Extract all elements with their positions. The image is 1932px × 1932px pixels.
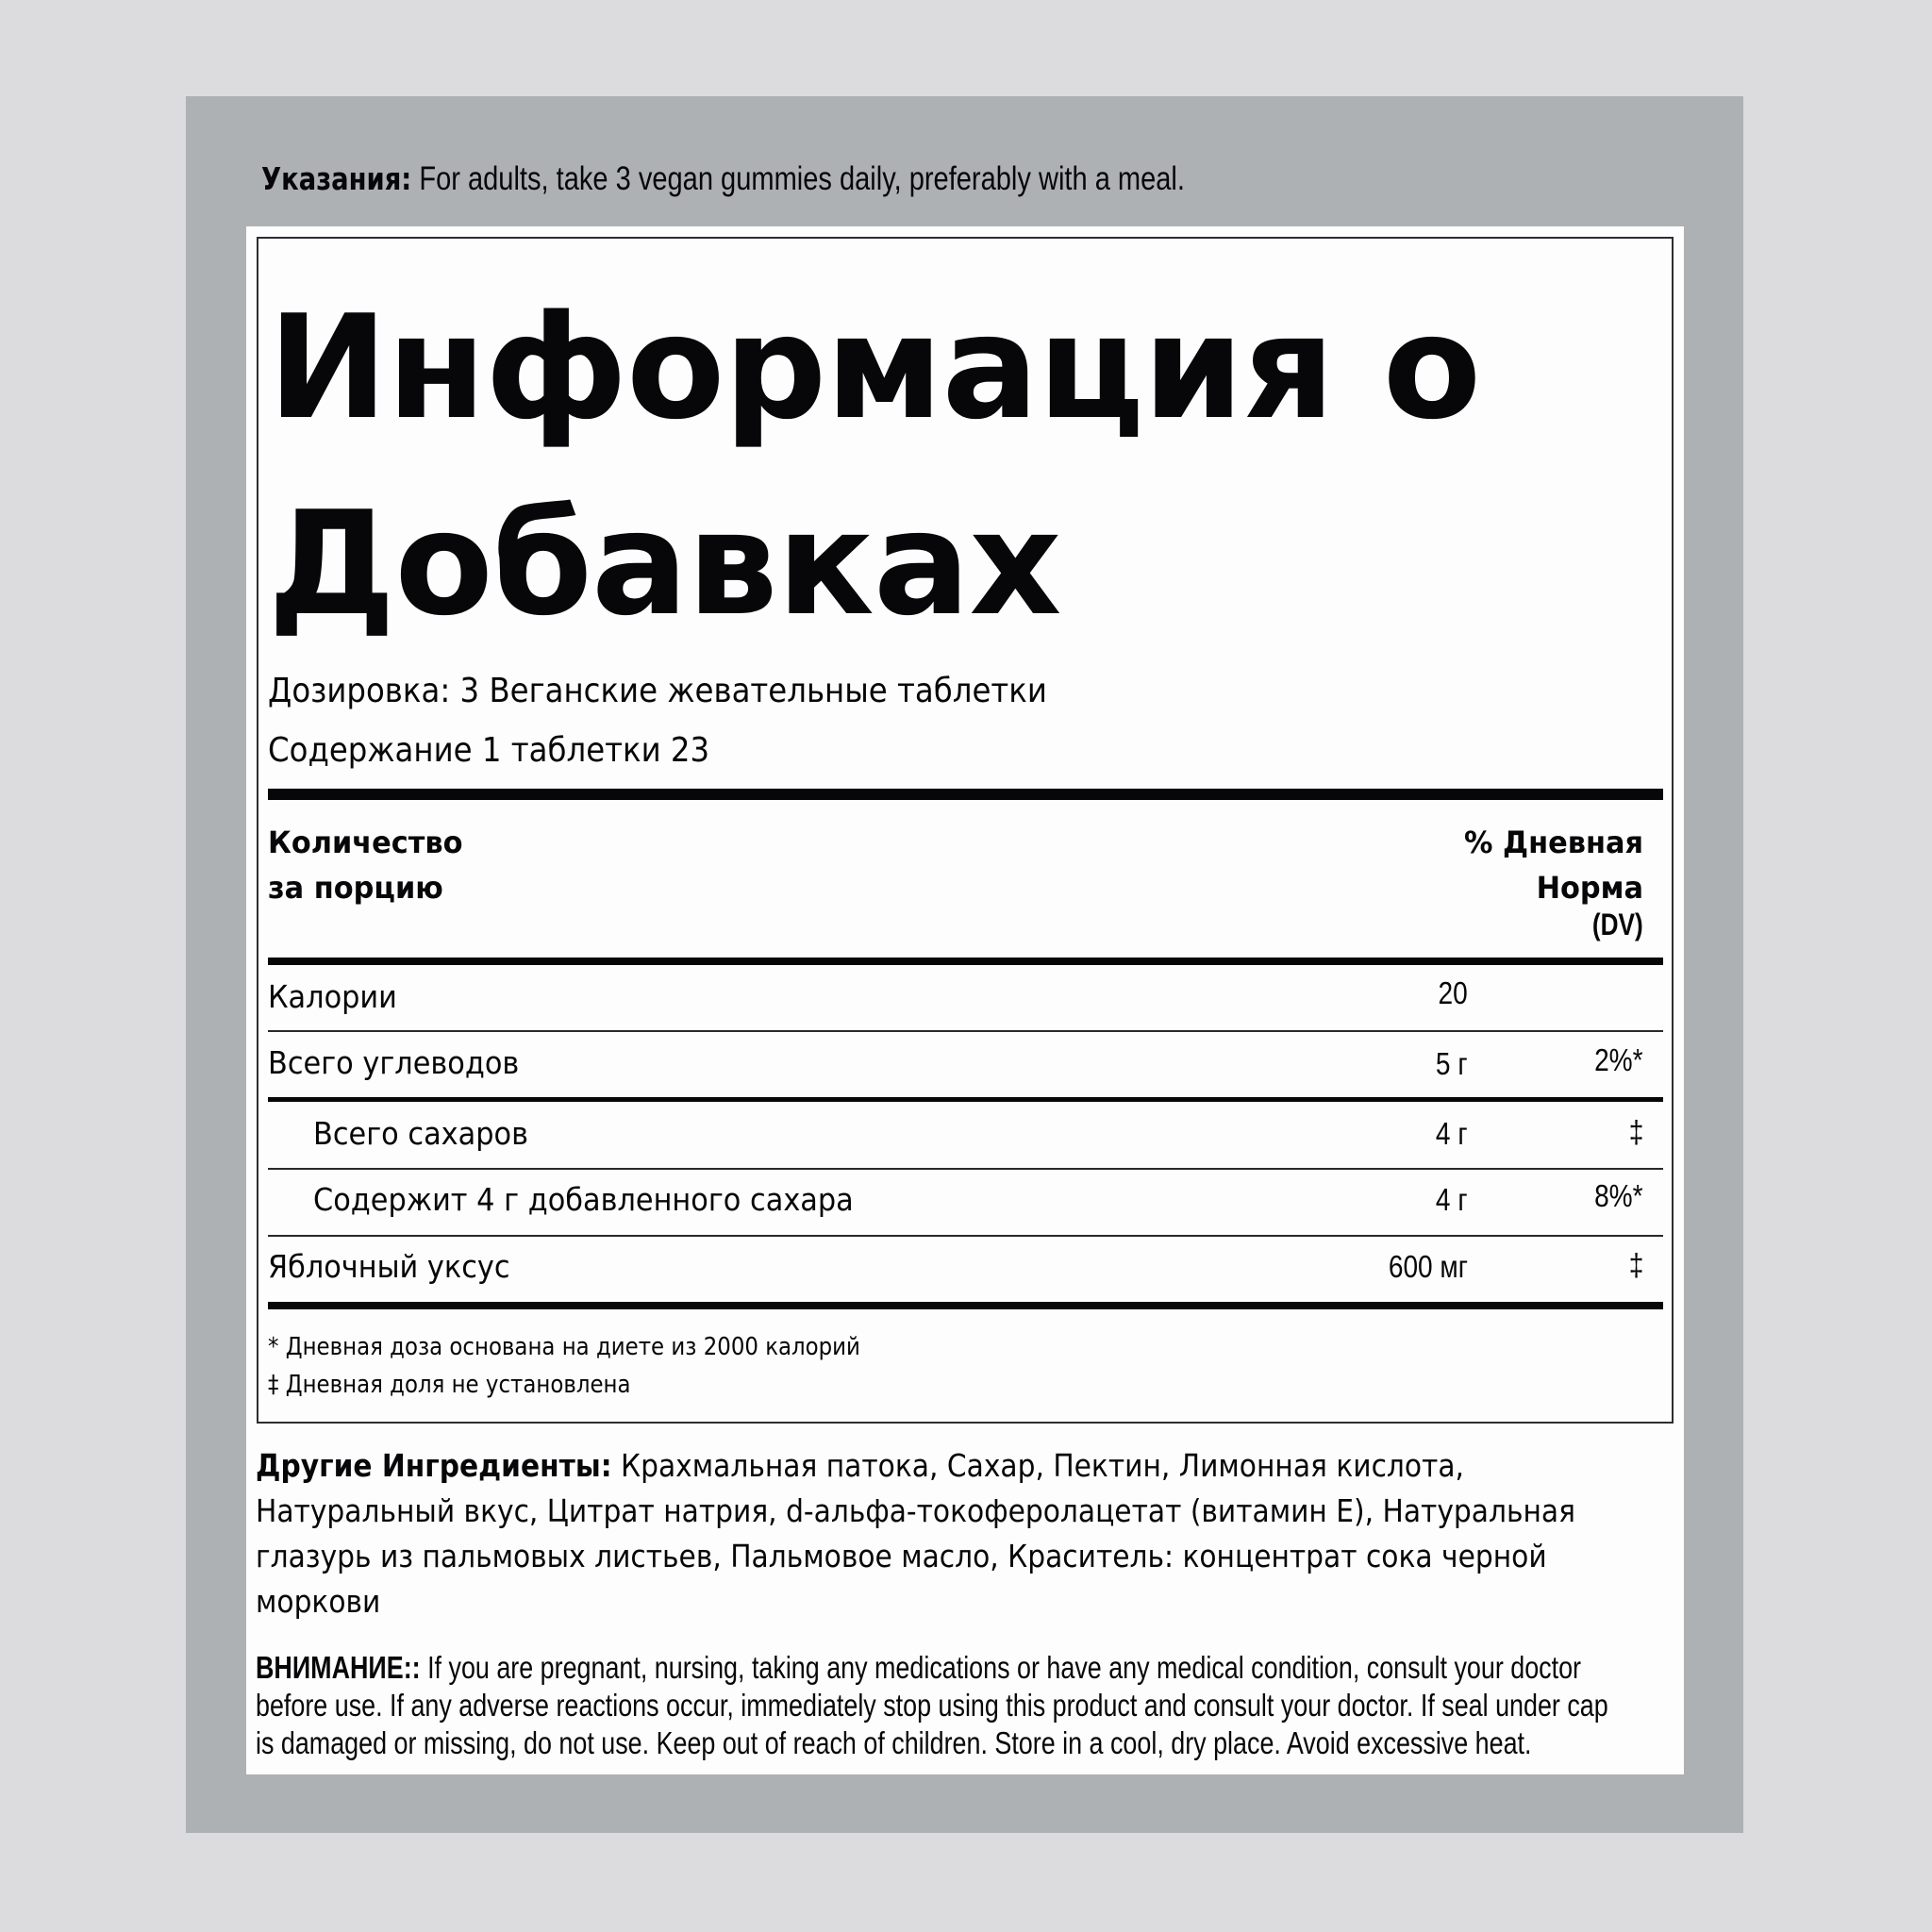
nutrient-dv: ‡ <box>1628 1114 1643 1149</box>
nutrient-name-indented: Всего сахаров <box>313 1115 528 1152</box>
warning <box>256 1649 1693 1762</box>
header-dv-abbrev: (DV) <box>1592 908 1643 941</box>
warning-label: ВНИМАНИЕ:: <box>256 1650 421 1685</box>
row-divider <box>268 1235 1663 1237</box>
directions-text: For adults, take 3 vegan gummies daily, preferably with a meal. <box>411 160 1185 197</box>
nutrient-amount: 4 г <box>1436 1116 1468 1151</box>
nutrient-amount: 5 г <box>1436 1046 1468 1081</box>
directions-label: Указания: <box>261 160 412 197</box>
ingredients-line-1: Крахмальная патока, Сахар, Пектин, Лимонная кислота, <box>611 1447 1464 1484</box>
nutrient-name: Калории <box>268 978 397 1015</box>
servings-per-container: Содержание 1 таблетки 23 <box>268 731 710 770</box>
footnote-not-established: ‡ Дневная доля не установлена <box>268 1371 631 1399</box>
header-amount-line-2: за порцию <box>268 870 443 906</box>
nutrient-name-indented: Содержит 4 г добавленного сахара <box>313 1181 854 1218</box>
title-line-1: Информация о <box>268 284 1481 451</box>
ingredients-label: Другие Ингредиенты: <box>256 1447 612 1484</box>
ingredients-line-2: Натуральный вкус, Цитрат натрия, d-альфа-токоферолацетат (витамин Е), Натуральная <box>256 1492 1575 1529</box>
other-ingredients <box>256 1443 1682 1624</box>
row-divider <box>268 1030 1663 1032</box>
supplement-facts-title <box>268 270 1480 662</box>
serving-size: Дозировка: 3 Веганские жевательные таблетки <box>268 672 1047 710</box>
header-dv-line-2: Норма <box>1536 870 1643 906</box>
directions <box>261 160 1185 198</box>
nutrient-dv: ‡ <box>1628 1247 1643 1282</box>
nutrient-name: Яблочный уксус <box>268 1248 510 1285</box>
footnote-daily-value: * Дневная доза основана на диете из 2000 калорий <box>268 1333 860 1361</box>
divider-thick <box>268 789 1663 800</box>
warning-line-2: before use. If any adverse reactions occur, immediately stop using this product and consult your doctor. If seal under cap <box>256 1688 1608 1723</box>
nutrient-name: Всего углеводов <box>268 1044 520 1081</box>
row-divider <box>268 1168 1663 1170</box>
nutrient-amount: 4 г <box>1436 1182 1468 1217</box>
header-dv-line-1: % Дневная <box>1463 824 1643 860</box>
nutrient-amount: 20 <box>1438 975 1468 1010</box>
title-line-2: Добавках <box>268 480 1061 647</box>
warning-line-1: If you are pregnant, nursing, taking any medications or have any medical condition, consult your doctor <box>420 1650 1582 1685</box>
header-amount-line-1: Количество <box>268 824 463 860</box>
daily-value-header <box>1464 820 1643 910</box>
ingredients-line-3: глазурь из пальмовых листьев, Пальмовое масло, Краситель: концентрат сока черной <box>256 1538 1547 1574</box>
ingredients-line-4: моркови <box>256 1583 381 1620</box>
divider-header <box>268 958 1663 965</box>
nutrient-dv: 2%* <box>1594 1042 1643 1077</box>
nutrient-amount: 600 мг <box>1388 1249 1468 1284</box>
amount-per-serving-header <box>268 820 463 910</box>
row-divider-thick <box>268 1097 1663 1102</box>
warning-line-3: is damaged or missing, do not use. Keep out of reach of children. Store in a cool, dry place. Avoid excessive heat. <box>256 1725 1532 1760</box>
nutrient-dv: 8%* <box>1594 1178 1643 1213</box>
divider-bottom <box>268 1302 1663 1309</box>
